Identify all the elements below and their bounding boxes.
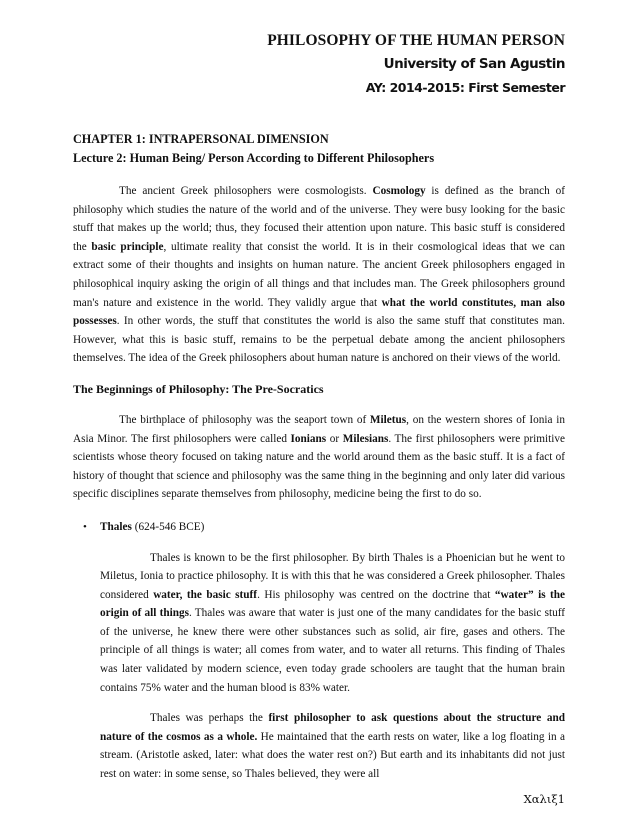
text-run: He maintained that the earth rests on water, like a log floating in a stream. (Aristotle asked, later: what does the water rest on?) But earth and its inhabitants did not just rest on water: in some sense, so Thales believed, they were all [100, 730, 565, 781]
bold-term: basic principle [91, 240, 164, 253]
academic-year: AY: 2014-2015: First Semester [365, 80, 565, 95]
thales-bullet [83, 518, 565, 537]
university-name: University of San Agustin [383, 56, 565, 72]
text-run: Thales is known to be the first philosopher. By birth Thales is a Phoenician but he went to Miletus, Ionia to practice philosophy. It is with this that he was considered a Greek philosopher. Thales considered [100, 551, 565, 601]
text-run: is defined as the branch of philosophy which studies the nature of the world and of the universe. They were busy looking for the basic stuff that makes up the world; thus, they focused their attention upon nature. This basic stuff is considered the [73, 185, 565, 253]
text-run: . Thales was aware that water is just one of the many candidates for the basic stuff of the universe, he knew there were other substances such as solid, air fire, gases and others. The principle of all things is water; all comes from water, and to water all returns. This finding of Thales was later validated by modern science, even today grade schoolers are taught that the human brain contains 75% water and the human blood is 83% water. [100, 607, 566, 694]
thales-body [100, 549, 565, 784]
thales-paragraph-2 [100, 709, 565, 783]
philosopher-name: Thales [100, 520, 132, 533]
text-run: Thales was perhaps the [150, 712, 269, 725]
section-heading: The Beginnings of Philosophy: The Pre-Socratics [73, 381, 324, 396]
text-run: or [326, 432, 343, 445]
text-run: The birthplace of philosophy was the seaport town of [119, 413, 370, 426]
presocratics-paragraph [73, 411, 565, 504]
chapter-heading [73, 130, 565, 168]
intro-paragraph [73, 182, 565, 368]
bold-term: first philosopher to ask questions about the structure and nature of the cosmos as a whole. [100, 712, 565, 743]
bold-term: water, the basic stuff [153, 588, 258, 601]
text-run: . The first philosophers were primitive scientists whose theory focused on taking nature and the world around them as the basic stuff. It is a fact of history of thought that science and philosophy was the same thing in the beginning and only later did various specific disciplines separate themselves from philosophy, medicine being the first to do so. [73, 432, 565, 501]
lecture-title: Lecture 2: Human Being/ Person According to Different Philosophers [73, 151, 435, 165]
bold-term: what the world constitutes, man also possesses [73, 296, 565, 328]
thales-paragraph-1 [100, 549, 565, 698]
text-run: . In other words, the stuff that constitutes the world is also the same stuff that constitutes man. However, what this is basic stuff, remains to be the perpetual debate among the ancient philosophers themselves. The idea of the Greek philosophers about human nature is anchored on their views of the world. [73, 315, 565, 365]
bullet-icon: • [83, 520, 87, 533]
text-run: The ancient Greek philosophers were cosmologists. [119, 185, 373, 197]
page-header [73, 0, 565, 100]
bold-term: Milesians [342, 432, 389, 445]
bold-term: Ionians [290, 432, 327, 445]
page-number: Χαλιξ1 [523, 792, 565, 806]
text-run: . His philosophy was centred on the doctrine that [257, 588, 495, 601]
text-run: , on the western shores of Ionia in Asia Minor. The first philosophers were called [73, 413, 565, 445]
course-title: PHILOSOPHY OF THE HUMAN PERSON [267, 32, 565, 49]
philosopher-dates: (624-546 BCE) [131, 520, 205, 533]
text-run: , ultimate reality that consist the world. It is in their cosmological ideas that we can extract some of their thoughts and insights on human nature. The ancient Greek philosophers engaged in philosophical inquiry asking the origin of all things and that includes man. The Greek philosophers ground man's nature and existence in the world. They validly argue that [73, 240, 565, 309]
chapter-title: CHAPTER 1: INTRAPERSONAL DIMENSION [73, 132, 329, 146]
bold-term: Cosmology [372, 185, 426, 197]
bold-term: “water” is the origin of all things [100, 588, 566, 620]
bold-term: Miletus [369, 413, 407, 426]
